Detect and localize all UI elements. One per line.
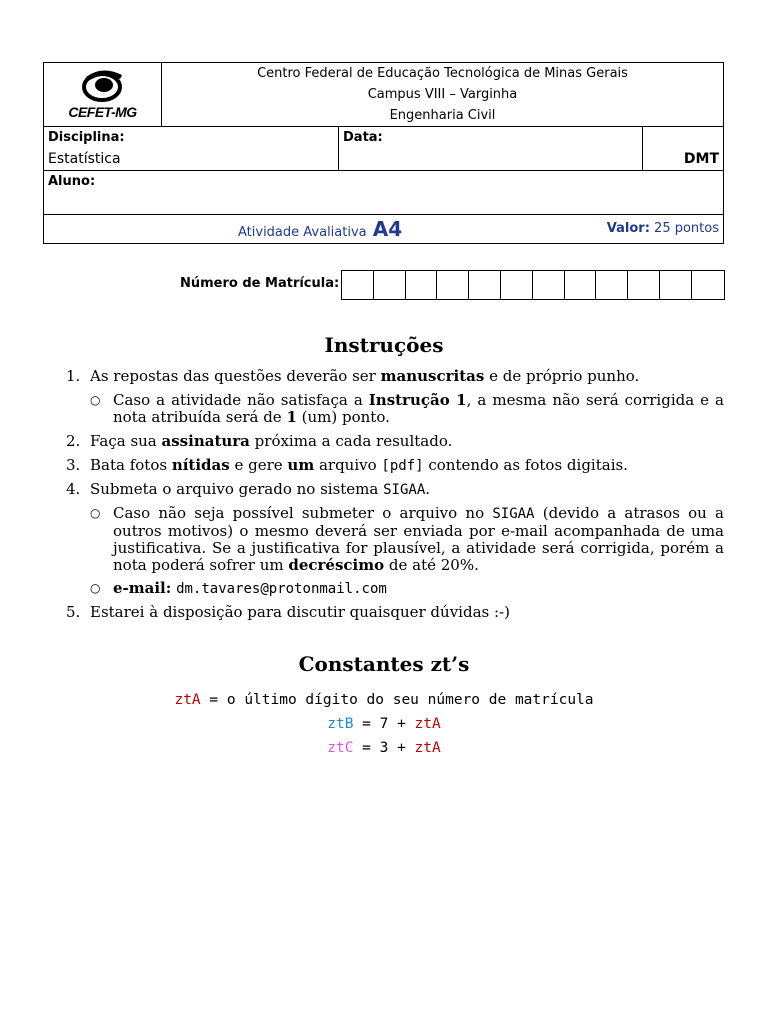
data-label: Data:: [343, 130, 383, 145]
item-text: Bata fotos nítidas e gere um arquivo [pdf] contendo as fotos digitais.: [90, 456, 628, 474]
ztc-def: = 3 +: [353, 740, 415, 756]
cefet-logo-icon: [80, 69, 126, 103]
sub-item-text: Caso a atividade não satisfaça a Instrução 1, a mesma não será corrigida e a nota atribuída será de 1 (um) ponto.: [113, 391, 724, 426]
atividade-code: A4: [372, 217, 403, 241]
zta-ref: ztA: [414, 740, 441, 756]
valor-value: 25 pontos: [654, 221, 719, 236]
circle-bullet-icon: ○: [90, 581, 101, 595]
item-number: 3.: [66, 456, 81, 474]
matricula-digit-box[interactable]: [628, 271, 660, 299]
aluno-label: Aluno:: [48, 174, 96, 189]
circle-bullet-icon: ○: [90, 506, 101, 520]
item-text: Submeta o arquivo gerado no sistema SIGAA.: [90, 480, 431, 498]
disciplina-label: Disciplina:: [48, 130, 125, 145]
aluno-cell: [44, 171, 723, 214]
institution-name: Centro Federal de Educação Tecnológica de Minas Gerais: [257, 66, 628, 81]
email-link[interactable]: dm.tavares@protonmail.com: [176, 581, 387, 597]
item-number: 2.: [66, 432, 81, 450]
item-text: Faça sua assinatura próxima a cada resultado.: [90, 432, 453, 450]
dept-cell: [643, 127, 723, 170]
institution-cell: [162, 63, 723, 126]
matricula-digit-box[interactable]: [374, 271, 406, 299]
dept-code: DMT: [683, 151, 719, 167]
ztb-name: ztB: [327, 716, 354, 732]
ztc-name: ztC: [327, 740, 354, 756]
course-name: Engenharia Civil: [389, 108, 496, 123]
item-number: 5.: [66, 603, 81, 621]
ztb-def: = 7 +: [353, 716, 415, 732]
item-text: As repostas das questões deverão ser manuscritas e de próprio punho.: [90, 367, 640, 385]
constant-ztb: [0, 716, 768, 732]
sub-item-text: e-mail: dm.tavares@protonmail.com: [113, 579, 387, 597]
matricula-label: Número de Matrícula:: [180, 276, 340, 291]
zta-def: = o último dígito do seu número de matrícula: [200, 692, 594, 708]
logo-text: CEFET-MG: [68, 104, 137, 120]
item-text: Estarei à disposição para discutir quaisquer dúvidas :-): [90, 603, 510, 621]
header-table: [43, 62, 724, 244]
instructions-title: Instruções: [324, 333, 444, 357]
valor: [607, 221, 719, 236]
atividade-title: [238, 217, 402, 241]
item-number: 4.: [66, 480, 81, 498]
matricula-digit-box[interactable]: [596, 271, 628, 299]
sub-item-text: Caso não seja possível submeter o arquivo no SIGAA (devido a atrasos ou a outros motivos) o mesmo deverá ser enviada por e-mail acompanhada de uma justificativa. Se a justificativa for plausível, a atividade será corrigida, porém a nota poderá sofrer um decréscimo de até 20%.: [113, 504, 724, 574]
zta-ref: ztA: [414, 716, 441, 732]
atividade-label: Atividade Avaliativa: [238, 225, 367, 240]
matricula-digit-box[interactable]: [342, 271, 374, 299]
matricula-digit-box[interactable]: [406, 271, 438, 299]
campus-name: Campus VIII – Varginha: [367, 87, 518, 102]
disciplina-cell: [44, 127, 339, 170]
constant-ztc: [0, 740, 768, 756]
header-row-institution: [44, 63, 723, 127]
valor-label: Valor:: [606, 221, 650, 236]
matricula-digit-box[interactable]: [469, 271, 501, 299]
logo-cell: [44, 63, 162, 126]
matricula-digit-box[interactable]: [533, 271, 565, 299]
constants-title: Constantes zt’s: [298, 652, 470, 676]
matricula-digit-box[interactable]: [501, 271, 533, 299]
data-cell: [339, 127, 643, 170]
matricula-digit-box[interactable]: [565, 271, 597, 299]
item-number: 1.: [66, 367, 81, 385]
circle-bullet-icon: ○: [90, 393, 101, 407]
matricula-boxes: [341, 270, 725, 300]
zta-name: ztA: [174, 692, 201, 708]
matricula-digit-box[interactable]: [692, 271, 724, 299]
header-row-atividade: [44, 215, 723, 243]
header-row-disciplina: [44, 127, 723, 171]
constant-zta: [0, 692, 768, 708]
matricula-digit-box[interactable]: [437, 271, 469, 299]
header-row-aluno: [44, 171, 723, 215]
disciplina-value: Estatística: [48, 151, 121, 167]
matricula-digit-box[interactable]: [660, 271, 692, 299]
